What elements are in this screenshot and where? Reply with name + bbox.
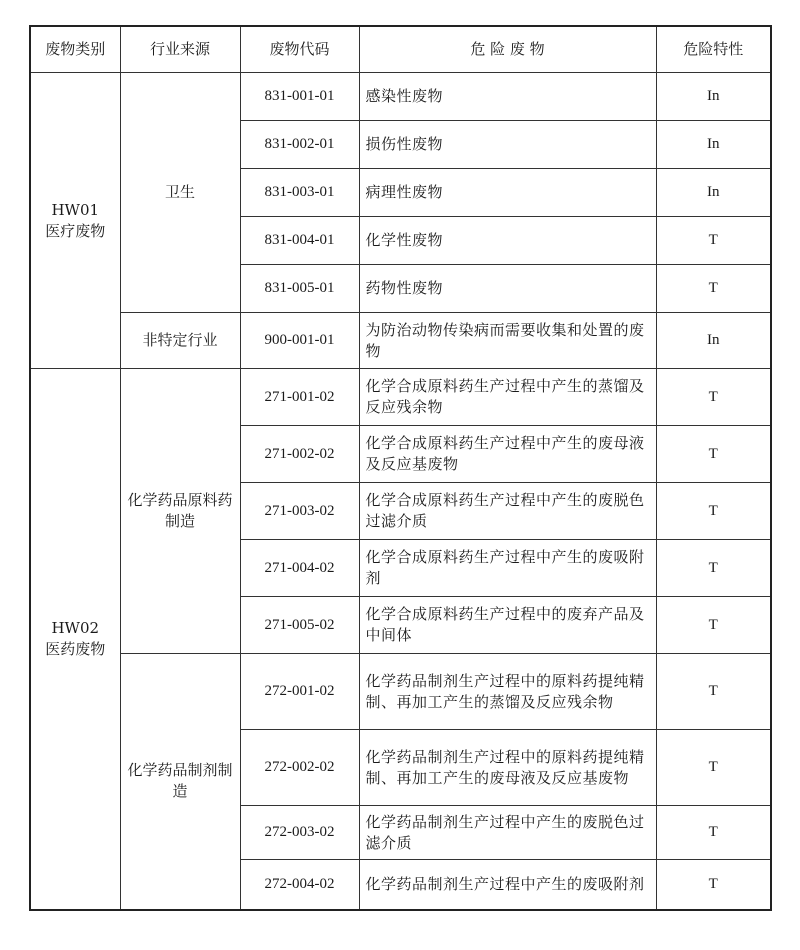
waste-code: 831-004-01	[240, 217, 359, 265]
table-row	[30, 654, 771, 730]
header-code: 废物代码	[240, 26, 359, 73]
waste-description: 药物性废物	[359, 265, 656, 313]
waste-description: 化学合成原料药生产过程中产生的废吸附剂	[359, 540, 656, 597]
waste-description: 化学药品制剂生产过程中的原料药提纯精制、再加工产生的蒸馏及反应残余物	[359, 654, 656, 730]
hazard-property: T	[656, 369, 771, 426]
waste-code: 272-004-02	[240, 860, 359, 910]
header-category: 废物类别	[30, 26, 120, 73]
category-name: 医疗废物	[45, 221, 106, 240]
waste-code: 272-002-02	[240, 730, 359, 806]
waste-description: 为防治动物传染病而需要收集和处置的废物	[359, 313, 656, 369]
hazard-property: T	[656, 540, 771, 597]
header-hazard: 危险特性	[656, 26, 771, 73]
category-name: 医药废物	[45, 639, 106, 658]
waste-code: 900-001-01	[240, 313, 359, 369]
hazard-property: T	[656, 806, 771, 860]
hazard-property: T	[656, 265, 771, 313]
hazard-property: T	[656, 654, 771, 730]
table-row	[30, 73, 771, 121]
waste-code: 272-001-02	[240, 654, 359, 730]
waste-description: 感染性废物	[359, 73, 656, 121]
hazard-property: T	[656, 217, 771, 265]
waste-code: 271-004-02	[240, 540, 359, 597]
waste-description: 病理性废物	[359, 169, 656, 217]
waste-description: 化学合成原料药生产过程中产生的废脱色过滤介质	[359, 483, 656, 540]
waste-code: 272-003-02	[240, 806, 359, 860]
industry-cell: 卫生	[120, 73, 240, 313]
industry-cell: 非特定行业	[120, 313, 240, 369]
waste-description: 损伤性废物	[359, 121, 656, 169]
waste-code: 831-005-01	[240, 265, 359, 313]
category-cell	[30, 73, 120, 369]
industry-cell: 化学药品制剂制造	[120, 654, 240, 910]
waste-description: 化学合成原料药生产过程中产生的蒸馏及反应残余物	[359, 369, 656, 426]
waste-description: 化学性废物	[359, 217, 656, 265]
table-row	[30, 313, 771, 369]
hazard-property: T	[656, 426, 771, 483]
category-cell	[30, 369, 120, 910]
header-industry: 行业来源	[120, 26, 240, 73]
industry-cell: 化学药品原料药制造	[120, 369, 240, 654]
category-code: HW02	[51, 618, 100, 637]
hazard-property: In	[656, 313, 771, 369]
waste-description: 化学合成原料药生产过程中产生的废母液及反应基废物	[359, 426, 656, 483]
hazard-property: In	[656, 73, 771, 121]
category-code: HW01	[51, 200, 100, 219]
waste-code: 271-005-02	[240, 597, 359, 654]
header-waste: 危 险 废 物	[359, 26, 656, 73]
waste-description: 化学药品制剂生产过程中产生的废吸附剂	[359, 860, 656, 910]
waste-code: 271-001-02	[240, 369, 359, 426]
hazard-property: T	[656, 483, 771, 540]
waste-code: 271-003-02	[240, 483, 359, 540]
hazard-property: T	[656, 597, 771, 654]
waste-description: 化学合成原料药生产过程中的废弃产品及中间体	[359, 597, 656, 654]
hazard-property: In	[656, 169, 771, 217]
hazardous-waste-table	[29, 25, 772, 911]
hazard-property: T	[656, 730, 771, 806]
table-row	[30, 369, 771, 426]
waste-code: 831-003-01	[240, 169, 359, 217]
header-row	[30, 26, 771, 73]
hazard-property: T	[656, 860, 771, 910]
waste-code: 831-001-01	[240, 73, 359, 121]
waste-description: 化学药品制剂生产过程中产生的废脱色过滤介质	[359, 806, 656, 860]
waste-description: 化学药品制剂生产过程中的原料药提纯精制、再加工产生的废母液及反应基废物	[359, 730, 656, 806]
hazard-property: In	[656, 121, 771, 169]
waste-code: 271-002-02	[240, 426, 359, 483]
waste-code: 831-002-01	[240, 121, 359, 169]
